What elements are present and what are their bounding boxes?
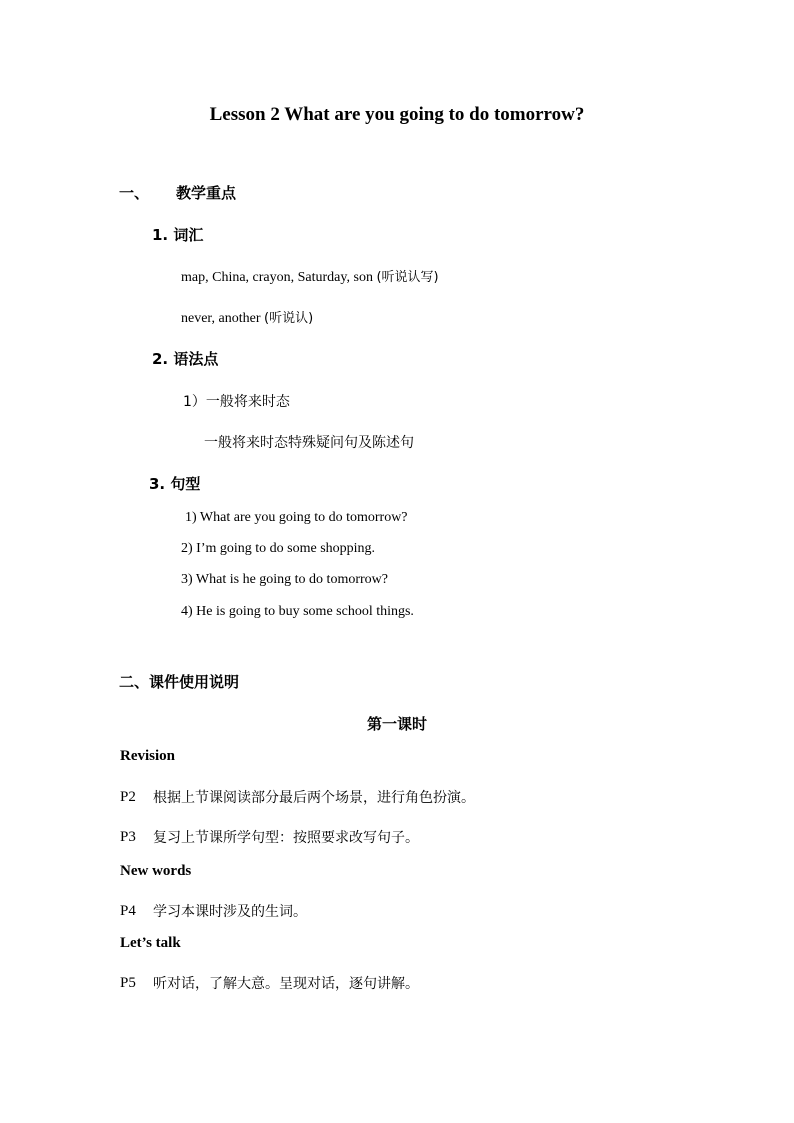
section-1-number: 一、 [119,184,150,202]
document-title: Lesson 2 What are you going to do tomorrow? [209,104,585,125]
page-entry [120,972,136,992]
page-entry [120,900,136,920]
vocab-line-1 [181,266,439,286]
page-number: P4 [120,903,136,919]
page-description: 根据上节课阅读部分最后两个场景，进行角色扮演。 [153,790,475,806]
page-description: 听对话，了解大意。呈现对话，逐句讲解。 [153,976,419,992]
grammar-item: 1）一般将来时态 [183,394,290,410]
vocab-note: (听说认写) [376,270,439,285]
vocab-heading: 1. 词汇 [152,226,204,244]
page-number: P5 [120,975,136,991]
pattern-sentence: 3) What is he going to do tomorrow? [181,572,388,587]
pattern-sentence: 4) He is going to buy some school things. [181,604,414,619]
part-label-lets-talk: Let’s talk [120,935,181,951]
grammar-heading: 2. 语法点 [152,350,219,368]
vocab-line-2 [181,307,313,327]
page-description: 学习本课时涉及的生词。 [153,904,307,920]
page-number: P2 [120,789,136,805]
patterns-heading: 3. 句型 [149,475,201,493]
vocab-words: never, another [181,311,261,326]
page-entry [120,786,136,806]
page-number: P3 [120,829,136,845]
lesson-heading: 第一课时 [366,715,427,733]
part-label-new-words: New words [120,863,192,879]
grammar-detail: 一般将来时态特殊疑问句及陈述句 [204,435,414,451]
section-1-heading: 教学重点 [176,184,237,202]
page-description: 复习上节课所学句型：按照要求改写句子。 [153,830,419,846]
section-2-heading: 二、课件使用说明 [119,673,240,691]
part-label-revision: Revision [120,748,176,764]
pattern-sentence: 1) What are you going to do tomorrow? [185,510,408,525]
page-entry [120,826,136,846]
vocab-note: (听说认) [264,311,314,326]
pattern-sentence: 2) I’m going to do some shopping. [181,541,376,556]
vocab-words: map, China, crayon, Saturday, son [181,270,373,285]
